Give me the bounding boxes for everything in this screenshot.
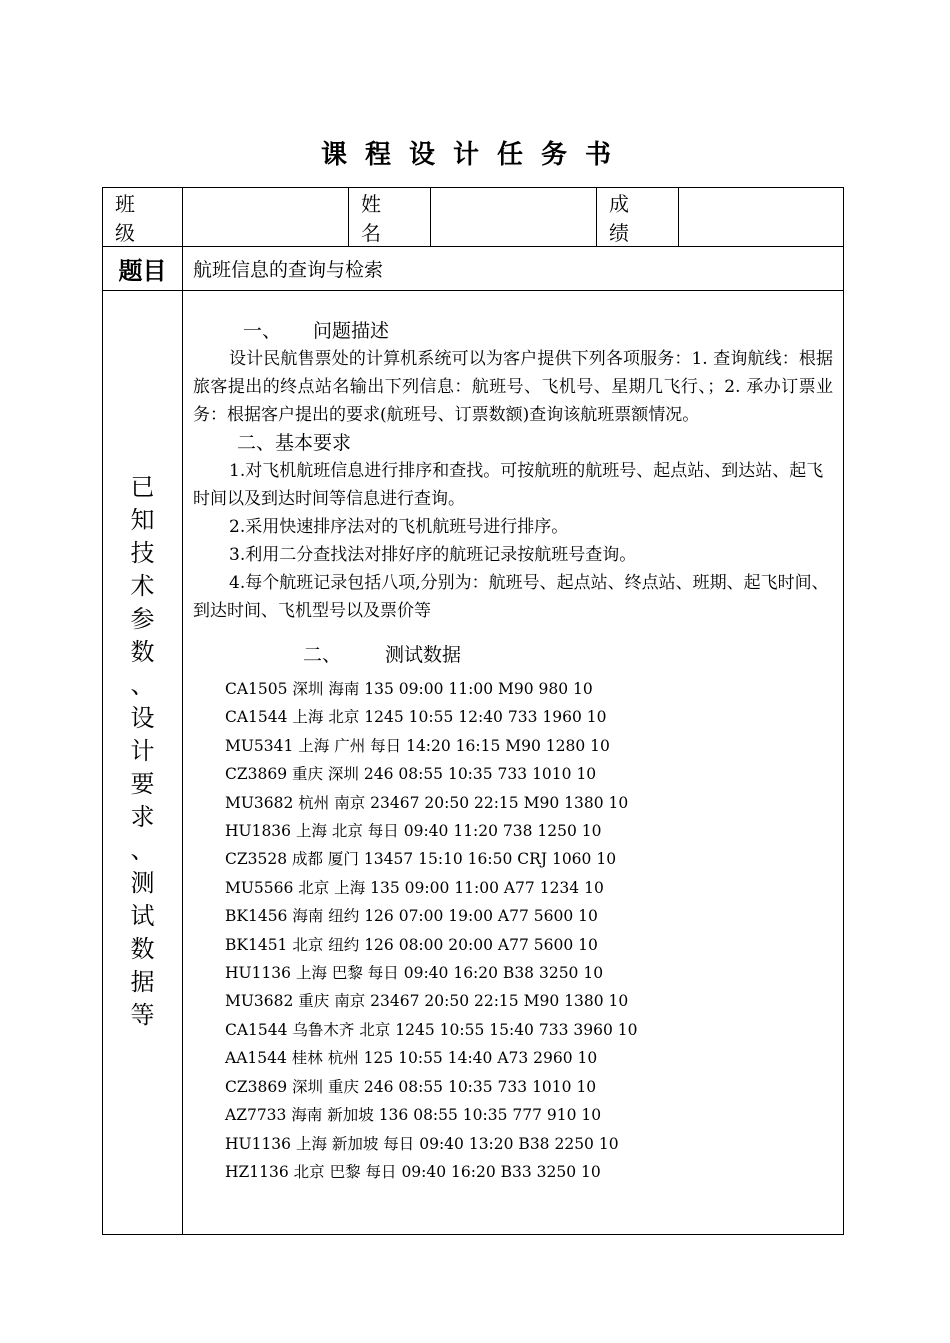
test-data-row: MU3682 重庆 南京 23467 20:50 22:15 M90 1380 10 <box>225 992 629 1011</box>
side-char: 已 <box>130 473 155 501</box>
side-char: 据 <box>130 968 155 996</box>
section1-number: 一、 <box>243 320 282 342</box>
test-data-row: CZ3869 重庆 深圳 246 08:55 10:35 733 1010 10 <box>225 765 597 784</box>
section1-text: 设计民航售票处的计算机系统可以为客户提供下列各项服务：1. 查询航线：根据旅客提出的终点站名输出下列信息：航班号、飞机号、星期几飞行、；2. 承办订票业务：根据客户提出的要求(航班号、订票数额)查询该航班票额情况。 <box>193 349 833 425</box>
test-data-row: HU1136 上海 新加坡 每日 09:40 13:20 B38 2250 10 <box>225 1134 619 1153</box>
test-data-row: MU3682 杭州 南京 23467 20:50 22:15 M90 1380 10 <box>225 793 629 812</box>
side-char: 测 <box>130 869 155 897</box>
test-data-row: HZ1136 北京 巴黎 每日 09:40 16:20 B33 3250 10 <box>225 1162 601 1181</box>
test-data-row: BK1456 海南 纽约 126 07:00 19:00 A77 5600 10 <box>225 907 598 926</box>
side-char: 等 <box>130 1001 155 1029</box>
test-data-row: MU5341 上海 广州 每日 14:20 16:15 M90 1280 10 <box>225 736 610 755</box>
side-char: 知 <box>130 506 155 534</box>
name-field[interactable] <box>431 188 597 247</box>
side-char: 求 <box>130 803 155 831</box>
header-row <box>103 188 844 247</box>
side-char: 术 <box>130 572 155 600</box>
side-char: 、 <box>130 671 155 699</box>
requirement-item: 3.利用二分查找法对排好序的航班记录按航班号查询。 <box>229 545 637 565</box>
side-char: 计 <box>130 737 155 765</box>
test-data-row: BK1451 北京 纽约 126 08:00 20:00 A77 5600 10 <box>225 935 598 954</box>
section3-title: 测试数据 <box>385 644 462 666</box>
content-row <box>103 291 844 1235</box>
section3-number: 二、 <box>303 644 342 666</box>
class-field[interactable] <box>183 188 349 247</box>
test-data-row: HU1836 上海 北京 每日 09:40 11:20 738 1250 10 <box>225 822 602 841</box>
side-char: 技 <box>130 539 155 567</box>
test-data-row: CZ3528 成都 厦门 13457 15:10 16:50 CRJ 1060 10 <box>225 850 617 869</box>
side-char: 试 <box>130 902 155 930</box>
side-label <box>103 291 183 1235</box>
section2-heading: 二、基本要求 <box>237 432 352 454</box>
side-char: 数 <box>130 638 155 666</box>
side-char: 参 <box>130 605 155 633</box>
test-data-list <box>193 675 833 1186</box>
content-cell <box>183 291 844 1235</box>
section3-heading <box>193 641 833 669</box>
test-data-row: AZ7733 海南 新加坡 136 08:55 10:35 777 910 10 <box>225 1106 602 1125</box>
page-title: 课程设计任务书 <box>320 140 629 170</box>
side-char: 要 <box>130 770 155 798</box>
test-data-row: CA1505 深圳 海南 135 09:00 11:00 M90 980 10 <box>225 680 593 698</box>
section1-heading <box>193 317 833 345</box>
score-field[interactable] <box>679 188 844 247</box>
test-data-row: HU1136 上海 巴黎 每日 09:40 16:20 B38 3250 10 <box>225 964 604 983</box>
side-char: 数 <box>130 935 155 963</box>
name-label: 姓 名 <box>349 188 431 247</box>
class-label: 班 级 <box>103 188 183 247</box>
topic-value: 航班信息的查询与检索 <box>183 247 844 291</box>
test-data-row: AA1544 桂林 杭州 125 10:55 14:40 A73 2960 10 <box>225 1049 598 1068</box>
test-data-row: MU5566 北京 上海 135 09:00 11:00 A77 1234 10 <box>225 878 604 897</box>
side-char: 、 <box>130 836 155 864</box>
task-form-table <box>102 187 844 1235</box>
requirement-item: 1.对飞机航班信息进行排序和查找。可按航班的航班号、起点站、到达站、起飞时间以及到达时间等信息进行查询。 <box>193 461 824 509</box>
score-label: 成 绩 <box>597 188 679 247</box>
requirement-item: 4.每个航班记录包括八项,分别为：航班号、起点站、终点站、班期、起飞时间、到达时间、飞机型号以及票价等 <box>193 573 829 621</box>
side-char: 设 <box>130 704 155 732</box>
section1-title: 问题描述 <box>313 320 390 342</box>
topic-label: 题目 <box>103 247 183 291</box>
requirement-item: 2.采用快速排序法对的飞机航班号进行排序。 <box>229 517 569 537</box>
test-data-row: CZ3869 深圳 重庆 246 08:55 10:35 733 1010 10 <box>225 1077 597 1096</box>
test-data-row: CA1544 乌鲁木齐 北京 1245 10:55 15:40 733 3960 10 <box>225 1020 638 1039</box>
test-data-row: CA1544 上海 北京 1245 10:55 12:40 733 1960 10 <box>225 708 607 727</box>
topic-row <box>103 247 844 291</box>
